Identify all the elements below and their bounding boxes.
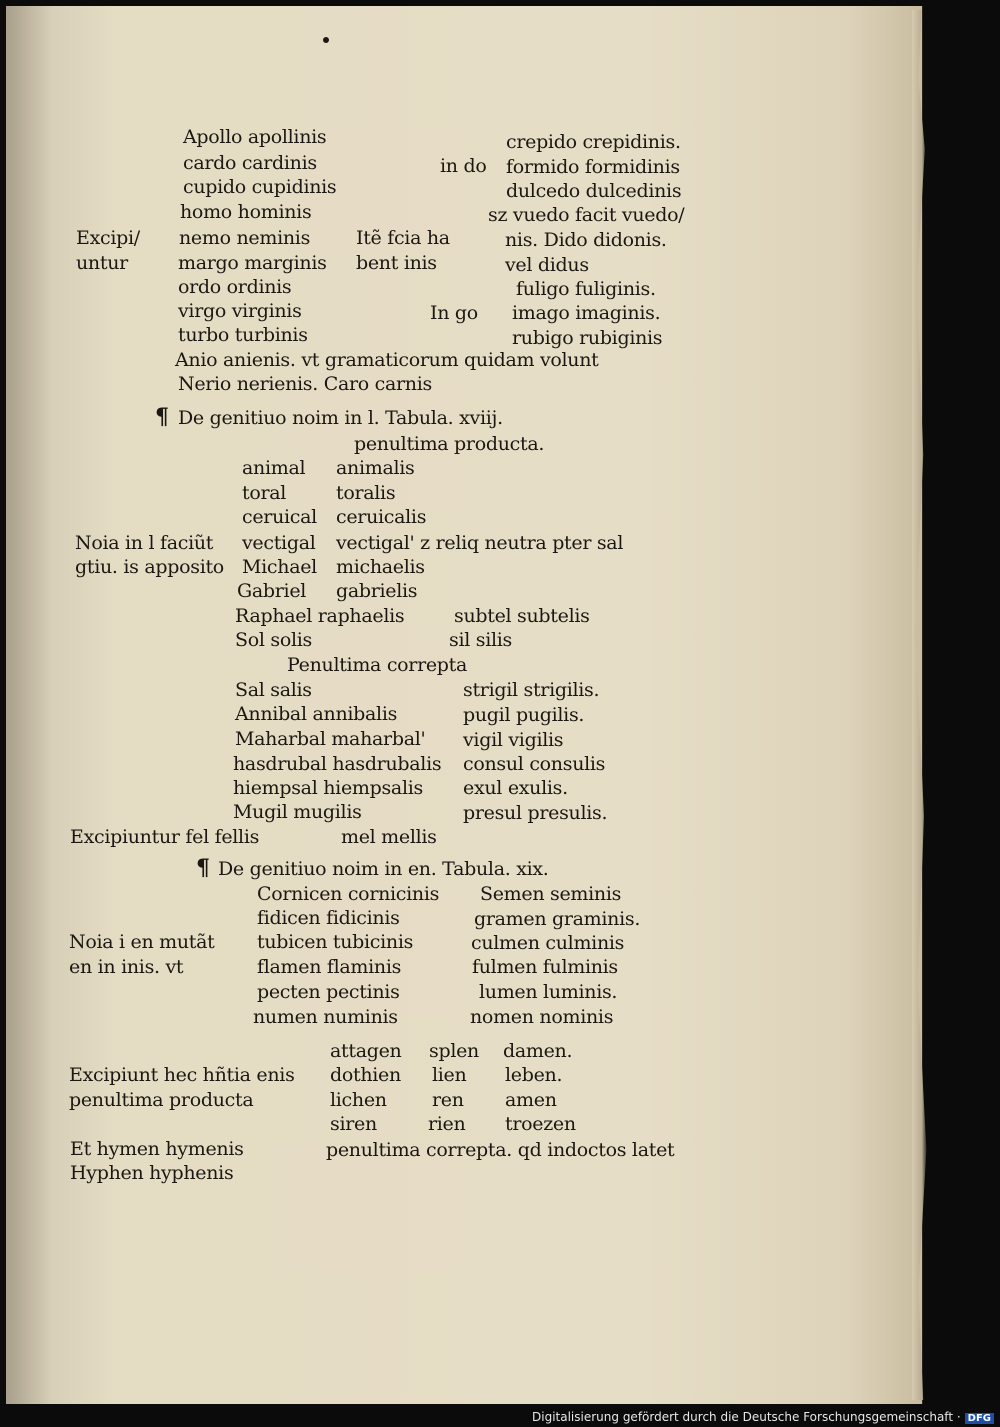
text-line: turbo turbinis [178,324,308,346]
text-line: in do [440,155,487,177]
text-line: mel mellis [341,826,437,848]
text-line: amen [505,1089,557,1111]
text-line: hiempsal hiempsalis [233,777,423,799]
text-line: flamen flaminis [257,956,402,978]
text-line: consul consulis [463,753,606,775]
text-line: toral [242,482,287,504]
text-line: De genitiuo noim in en. Tabula. xix. [218,858,549,880]
text-line: Nerio nerienis. Caro carnis [178,373,432,395]
text-line: strigil strigilis. [463,679,600,701]
text-line: nomen nominis [470,1006,614,1028]
text-line: rien [428,1113,466,1135]
text-line: In go [430,302,478,324]
text-line: Hyphen hyphenis [70,1162,234,1184]
text-line: tubicen tubicinis [257,931,414,953]
text-line: ren [432,1089,464,1111]
text-line: numen numinis [253,1006,398,1028]
text-line: vel didus [505,254,589,276]
text-line: Michael [242,556,317,578]
text-line: troezen [505,1113,576,1135]
text-line: ceruicalis [336,506,427,528]
text-line: subtel subtelis [454,605,590,627]
text-line: Excipiuntur fel fellis [70,826,260,848]
text-line: crepido crepidinis. [506,131,681,153]
text-line: De genitiuo noim in l. Tabula. xviij. [178,407,503,429]
text-line: untur [76,252,128,274]
text-line: leben. [505,1064,563,1086]
text-line: Raphael raphaelis [235,605,405,627]
text-line: nis. Dido didonis. [505,229,667,251]
text-line: bent inis [356,252,437,274]
text-line: lichen [330,1089,387,1111]
text-line: formido formidinis [506,156,680,178]
text-line: Et hymen hymenis [70,1138,244,1160]
text-line: Noia in l faciũt [75,532,214,554]
text-line: nemo neminis [179,227,311,249]
text-line: animal [242,457,306,479]
dfg-logo: DFG [965,1413,994,1424]
text-line: Excipiunt hec hñtia enis [69,1064,295,1086]
text-line: culmen culminis [471,932,625,954]
text-line: gabrielis [336,580,418,602]
text-line: presul presulis. [463,802,608,824]
text-line: sil silis [449,629,512,651]
text-line: Gabriel [237,580,307,602]
text-line: fidicen fidicinis [257,907,400,929]
text-line: Anio anienis. vt gramaticorum quidam volunt [175,349,599,371]
text-line: dothien [330,1064,401,1086]
text-line: vigil vigilis [463,729,564,751]
text-line: Apollo apollinis [183,126,327,148]
text-line: fuligo fuliginis. [516,278,656,300]
text-line: Excipi/ [76,227,140,249]
footer-credit [532,1410,994,1424]
text-line: penultima producta. [354,433,545,455]
text-line: Semen seminis [480,883,622,905]
text-line: cardo cardinis [183,152,317,174]
text-line: penultima correpta. qd indoctos latet [326,1139,675,1161]
text-line: Maharbal maharbal' [235,728,426,750]
text-line: siren [330,1113,377,1135]
text-line: fulmen fulminis [472,956,618,978]
text-line: damen. [503,1040,573,1062]
text-line: Mugil mugilis [233,801,362,823]
text-line: pecten pectinis [257,981,400,1003]
text-line: lumen luminis. [479,981,618,1003]
text-line: vectigal [242,532,316,554]
text-line: cupido cupidinis [183,176,337,198]
text-line: exul exulis. [463,777,568,799]
text-line: Noia i en mutãt [69,931,215,953]
text-line: pugil pugilis. [463,704,585,726]
text-line: toralis [336,482,396,504]
pilcrow-mark: ¶ [155,404,169,430]
text-line: michaelis [336,556,425,578]
text-line: penultima producta [69,1089,254,1111]
text-line: vectigal' z reliq neutra pter sal [336,532,624,554]
text-line: Sal salis [235,679,312,701]
footer-text: Digitalisierung gefördert durch die Deutsche Forschungsgemeinschaft · [532,1410,961,1424]
text-line: attagen [330,1040,402,1062]
text-line: Itẽ fcia ha [356,227,450,249]
text-line: Cornicen cornicinis [257,883,440,905]
text-line: ordo ordinis [178,276,292,298]
text-line: imago imaginis. [512,302,661,324]
text-line: hasdrubal hasdrubalis [233,753,442,775]
text-line: ceruical [242,506,317,528]
text-line: splen [429,1040,479,1062]
text-line: gramen graminis. [474,908,641,930]
text-line: virgo virginis [178,300,302,322]
text-line: rubigo rubiginis [512,327,663,349]
text-line: animalis [336,457,415,479]
text-line: en in inis. vt [69,956,184,978]
text-line: homo hominis [180,201,312,223]
pilcrow-mark: ¶ [196,855,210,881]
text-line: Penultima correpta [287,654,468,676]
text-line: Annibal annibalis [235,703,398,725]
text-line: sz vuedo facit vuedo/ [488,204,685,226]
text-line: dulcedo dulcedinis [506,180,682,202]
text-line: Sol solis [235,629,312,651]
page-mark [323,37,329,43]
text-line: gtiu. is apposito [75,556,224,578]
text-line: margo marginis [178,252,327,274]
text-line: lien [432,1064,467,1086]
